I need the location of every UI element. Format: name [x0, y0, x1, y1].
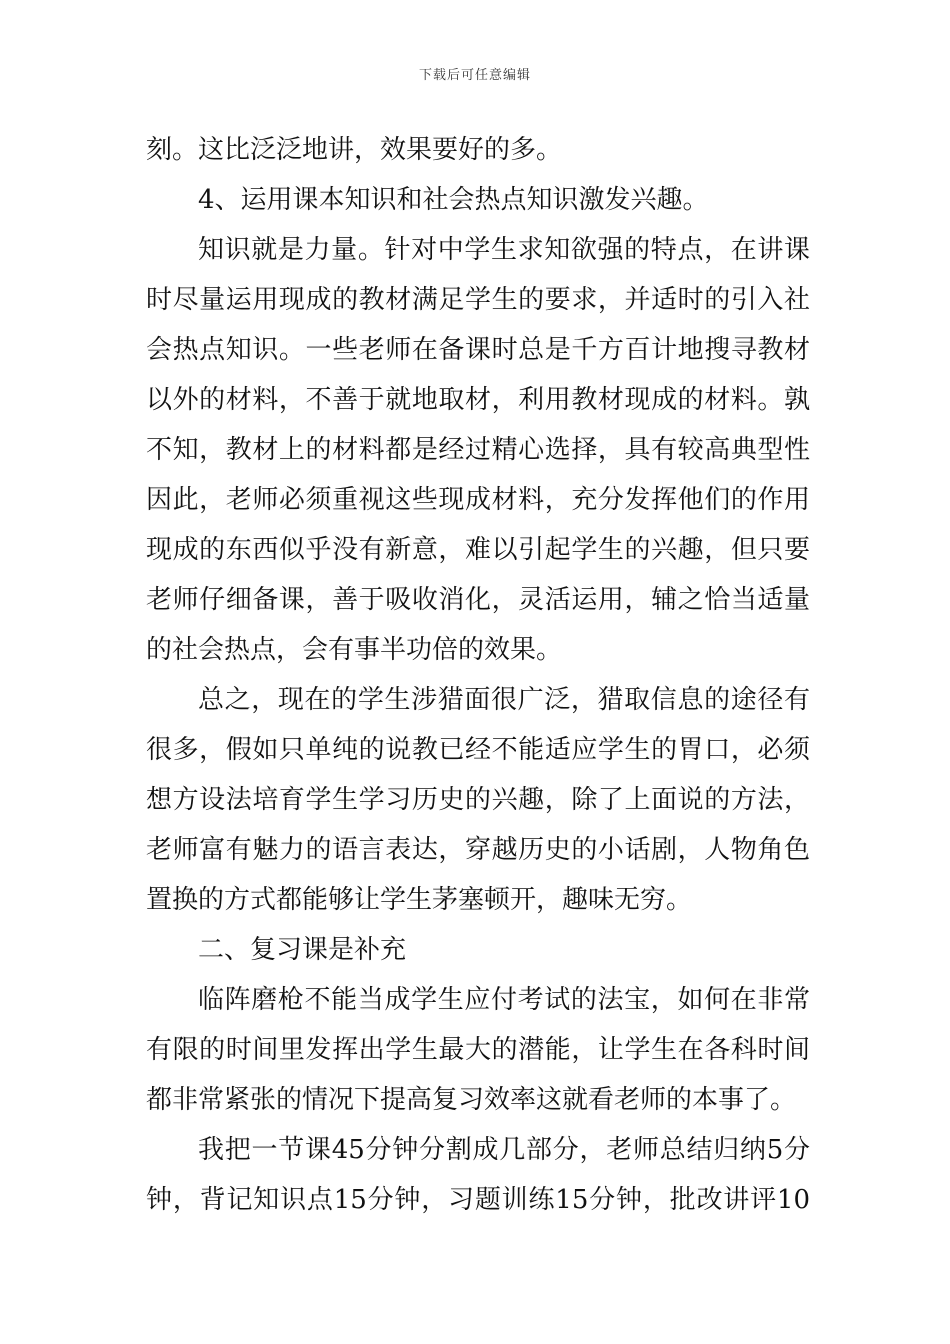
text-line: 现成的东西似乎没有新意，难以引起学生的兴趣，但只要 [146, 535, 810, 565]
text-line: 我把一节课45分钟分割成几部分，老师总结归纳5分 [198, 1135, 810, 1165]
text-line: 置换的方式都能够让学生茅塞顿开，趣味无穷。 [146, 885, 693, 915]
text-line: 都非常紧张的情况下提高复习效率这就看老师的本事了。 [146, 1085, 797, 1115]
text-line: 临阵磨枪不能当成学生应付考试的法宝，如何在非常 [198, 985, 810, 1015]
text-line: 老师富有魅力的语言表达，穿越历史的小话剧，人物角色 [146, 835, 810, 865]
text-line: 时尽量运用现成的教材满足学生的要求，并适时的引入社 [146, 285, 810, 315]
text-line: 刻。这比泛泛地讲，效果要好的多。 [146, 135, 563, 165]
text-line: 会热点知识。一些老师在备课时总是千方百计地搜寻教材 [146, 335, 810, 365]
page-header-note: 下载后可任意编辑 [418, 68, 531, 83]
section-heading: 二、复习课是补充 [198, 935, 407, 965]
text-line: 有限的时间里发挥出学生最大的潜能，让学生在各科时间 [146, 1035, 810, 1065]
text-line: 不知，教材上的材料都是经过精心选择，具有较高典型性 [146, 435, 810, 465]
text-line: 的社会热点，会有事半功倍的效果。 [146, 635, 563, 665]
text-line: 老师仔细备课，善于吸收消化，灵活运用，辅之恰当适量 [146, 585, 810, 615]
text-line: 知识就是力量。针对中学生求知欲强的特点，在讲课 [198, 235, 810, 265]
text-line: 想方设法培育学生学习历史的兴趣，除了上面说的方法， [146, 785, 810, 815]
text-line: 以外的材料，不善于就地取材，利用教材现成的材料。孰 [146, 385, 810, 415]
text-line: 总之，现在的学生涉猎面很广泛，猎取信息的途径有 [198, 685, 810, 715]
text-line: 很多，假如只单纯的说教已经不能适应学生的胃口，必须 [146, 735, 810, 765]
section-heading: 4、运用课本知识和社会热点知识激发兴趣。 [198, 185, 709, 215]
text-line: 钟，背记知识点15分钟，习题训练15分钟，批改讲评10 [146, 1185, 810, 1215]
text-line: 因此，老师必须重视这些现成材料，充分发挥他们的作用 [146, 485, 810, 515]
